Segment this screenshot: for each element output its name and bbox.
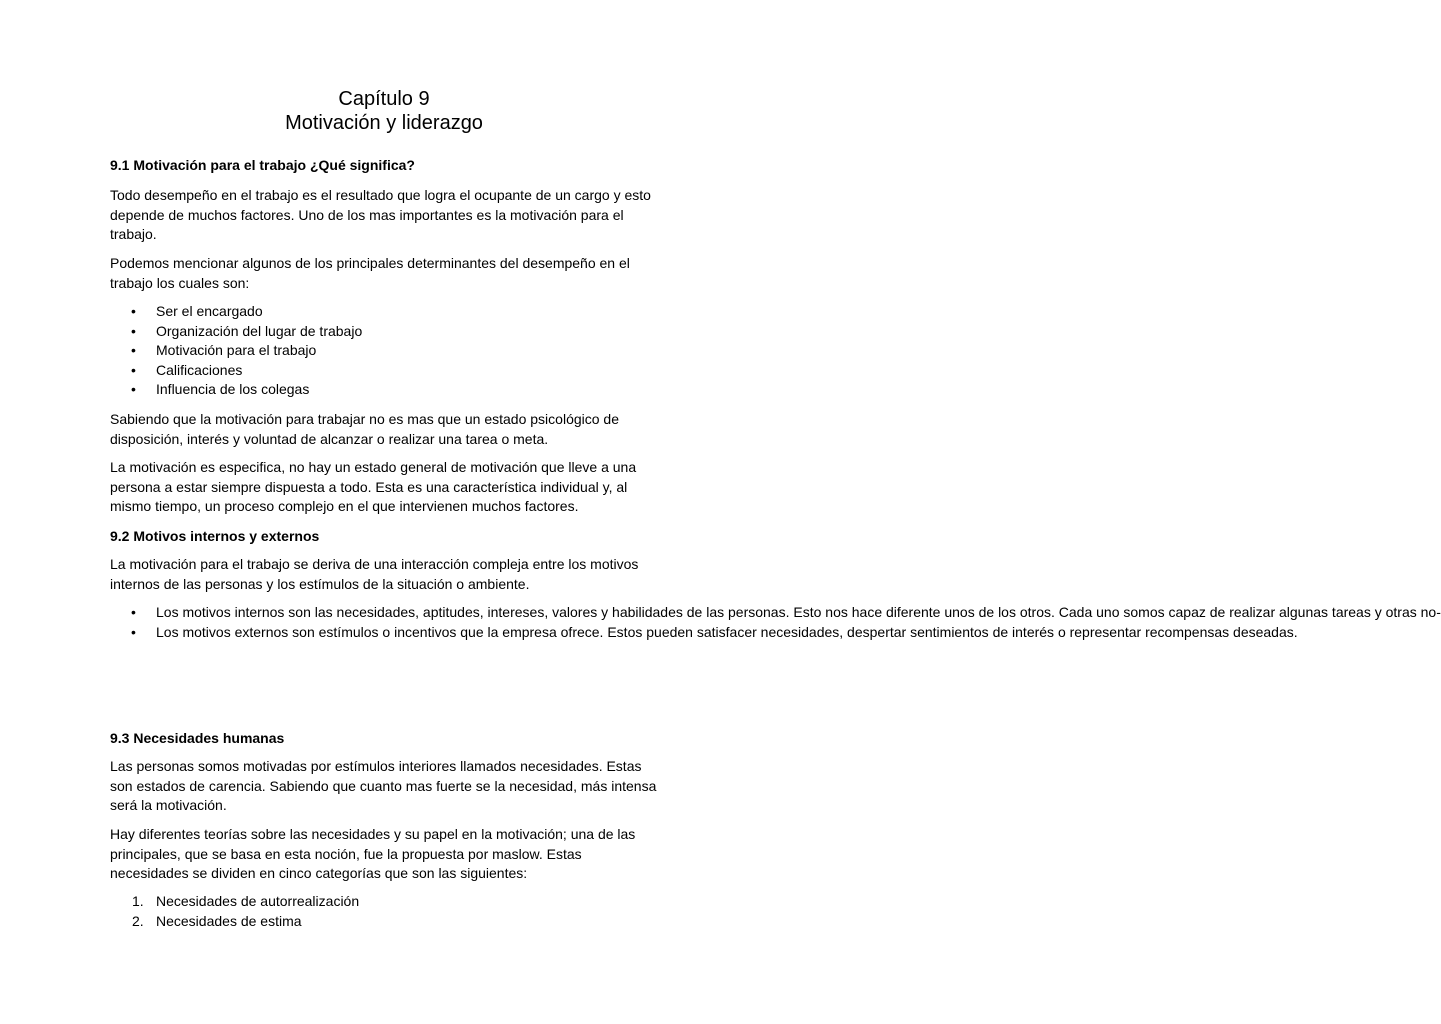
section-heading-9-3: 9.3 Necesidades humanas <box>110 730 285 746</box>
text-line: La motivación es especifica, no hay un estado general de motivación que lleve a una <box>110 459 637 475</box>
paragraph <box>110 555 670 594</box>
bullet-icon: • <box>131 361 136 378</box>
text-line: La motivación para el trabajo se deriva de una interacción compleja entre los motivos <box>110 556 639 572</box>
chapter-number: Capítulo 9 <box>338 88 430 110</box>
list-item: • Ser el encargado <box>110 302 670 322</box>
section-heading-9-1: 9.1 Motivación para el trabajo ¿Qué significa? <box>110 157 415 173</box>
text-line: principales, que se basa en esta noción, fue la propuesta por maslow. Estas <box>110 845 582 862</box>
bullet-icon: • <box>131 604 136 620</box>
text-line: persona a estar siempre dispuesta a todo. Esta es una característica individual y, al <box>110 478 628 495</box>
text-line: recompensas deseadas. <box>1145 623 1298 640</box>
list-number: 1. <box>132 893 144 909</box>
text-line: será la motivación. <box>110 797 227 814</box>
bullet-list <box>110 302 670 400</box>
bullet-icon: • <box>131 342 136 359</box>
list-number: 2. <box>132 912 144 929</box>
list-item: 1. Necesidades de autorrealización <box>110 892 670 912</box>
list-item: • Motivación para el trabajo <box>110 341 670 361</box>
text-line: son estados de carencia. Sabiendo que cuanto mas fuerte se la necesidad, más intensa <box>110 777 657 794</box>
bullet-icon: • <box>131 381 136 398</box>
list-item <box>110 623 1298 643</box>
chapter-title: Motivación y liderazgo <box>285 112 483 134</box>
bullet-icon: • <box>131 322 136 339</box>
text-line: disposición, interés y voluntad de alcanzar o realizar una tarea o meta. <box>110 430 549 447</box>
text-line: Hay diferentes teorías sobre las necesidades y su papel en la motivación; una de las <box>110 826 636 842</box>
text-line: Los motivos internos son las necesidades, aptitudes, intereses, valores y <box>156 604 609 620</box>
list-item: • Calificaciones <box>110 361 670 381</box>
list-item <box>110 603 1441 623</box>
text-line: Podemos mencionar algunos de los principales determinantes del desempeño en el <box>110 255 630 271</box>
text-line: uno somos capaz de realizar algunas tareas y otras no- <box>1096 604 1441 620</box>
text-line: trabajo los cuales son: <box>110 274 250 291</box>
list-item: • Influencia de los colegas <box>110 380 670 400</box>
list-item: 2. Necesidades de estima <box>110 912 670 932</box>
text-line: mismo tiempo, un proceso complejo en el que intervienen muchos factores. <box>110 498 579 515</box>
text-line: Las personas somos motivadas por estímulos interiores llamados necesidades. Estas <box>110 758 642 774</box>
bullet-icon: • <box>131 623 136 640</box>
section-heading-9-2: 9.2 Motivos internos y externos <box>110 528 320 544</box>
text-line: Sabiendo que la motivación para trabajar no es mas que un estado psicológico de <box>110 411 619 427</box>
text-line: pueden satisfacer necesidades, despertar sentimientos de interés o representar <box>646 623 1142 640</box>
text-line: habilidades de las personas. Esto nos hace diferente unos de los otros. Cada <box>612 604 1093 620</box>
text-line: necesidades se dividen en cinco categorías que son las siguientes: <box>110 865 528 882</box>
paragraph <box>110 825 670 884</box>
text-line: depende de muchos factores. Uno de los mas importantes es la motivación para el <box>110 206 624 223</box>
text-line: internos de las personas y los estímulos de la situación o ambiente. <box>110 575 530 592</box>
paragraph <box>110 254 670 293</box>
paragraph <box>110 410 670 449</box>
list-item: • Organización del lugar de trabajo <box>110 322 670 342</box>
paragraph <box>110 757 670 816</box>
text-line: trabajo. <box>110 226 157 243</box>
paragraph <box>110 186 670 245</box>
bullet-list <box>110 603 1441 642</box>
paragraph <box>110 458 670 517</box>
text-line: Todo desempeño en el trabajo es el resultado que logra el ocupante de un cargo y esto <box>110 187 651 203</box>
text-line: Los motivos externos son estímulos o incentivos que la empresa ofrece. Estos <box>156 623 643 640</box>
numbered-list <box>110 892 670 931</box>
bullet-icon: • <box>131 303 136 319</box>
